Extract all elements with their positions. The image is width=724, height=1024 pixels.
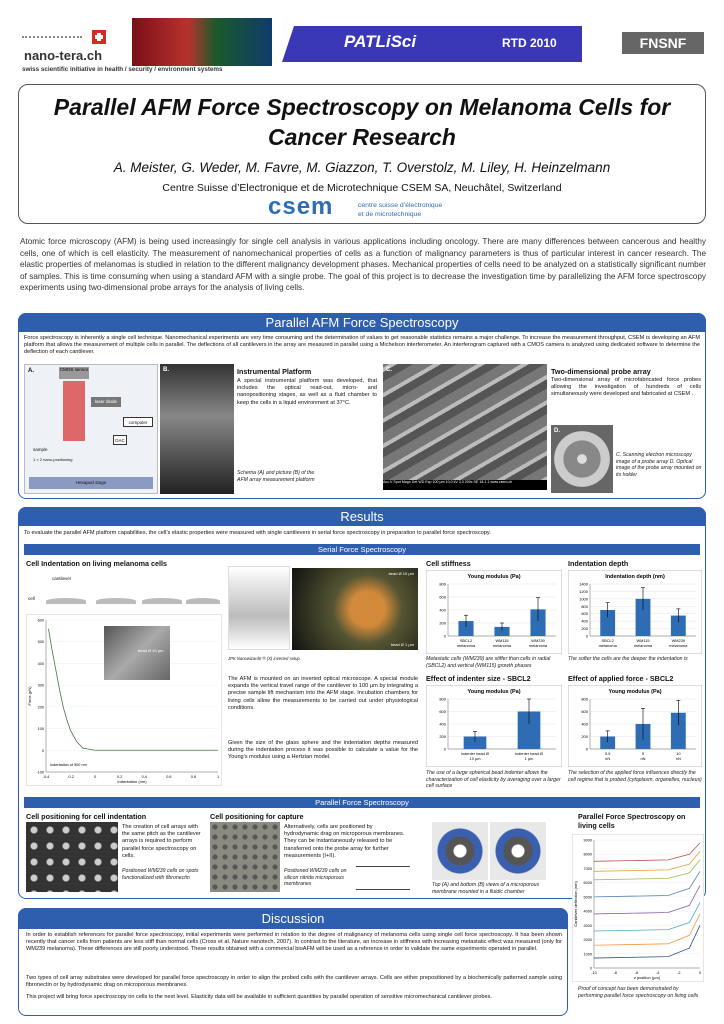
y-tick-label: 100	[37, 727, 44, 732]
hexapod-stage: Hexapod stage	[29, 477, 153, 489]
csem-sub2: et de microtechnique	[358, 211, 422, 218]
positioning-label: 1 × 2 nano-positioning	[33, 457, 73, 462]
y-tick-label: 0	[443, 633, 446, 639]
poster-title-line2: Cancer Research	[268, 124, 456, 150]
x-tick-label: melanoma	[528, 643, 548, 648]
x-tick-label: nN	[640, 756, 646, 761]
sem-image: C. Acc.V Spot Magn Det WD Exp 100 µm 10.0 kV 3.0 200x SE 18.1 1 www.csem.ch	[383, 364, 547, 490]
y-tick-label: 300	[37, 683, 44, 688]
probe-title: Two-dimensional probe array	[551, 367, 651, 376]
y-tick-label: 200	[581, 626, 588, 632]
x-tick-label: melanoma	[492, 643, 512, 648]
jpk-caption: JPK NanowizardII ® (X) inverted setup	[228, 656, 300, 661]
logo-text: nano-tera.ch	[24, 48, 103, 63]
x-tick-label: 0	[698, 971, 702, 975]
y-tick-label: 800	[581, 696, 588, 702]
size-caption: The use of a large spherical bead indenter allows the characterization of cell elasticity by averaging over a larger cell surface	[426, 770, 561, 790]
depth-chart	[568, 570, 702, 654]
x-tick-label: WM239	[671, 638, 686, 643]
x-tick-label: 0.6	[166, 775, 172, 779]
banner-year: RTD 2010	[502, 36, 557, 50]
x-tick-label: 0.4	[141, 775, 147, 779]
x-tick-label: -6	[634, 971, 639, 975]
affiliation: Centre Suisse d’Electronique et de Microtechnique CSEM SA, Neuchâtel, Switzerland	[162, 182, 562, 194]
discussion-p3: This project will bring force spectroscopy on cells to the next level. Elasticity data will be available in sufficient quantities by parallel operation of sensitive micromechanical cantilever probes.	[26, 994, 492, 1000]
x-tick-label: -8	[613, 971, 617, 975]
jpk-microscope-photo	[228, 566, 290, 650]
pos-cap-title: Cell positioning for capture	[210, 812, 304, 821]
x-tick-label: SBCL2	[601, 638, 614, 643]
cell-ind-title: Cell Indentation on living melanoma cells	[26, 559, 167, 568]
logo-molecule-icon	[22, 36, 82, 44]
y-tick-label: 600	[581, 611, 588, 617]
pfs-title: Parallel Force Spectroscopy on living cells	[578, 812, 686, 830]
x-tick-label: -2	[677, 971, 681, 975]
y-axis-label: Cantilever deflection (nm)	[573, 881, 578, 927]
results-title: Results	[18, 507, 706, 526]
y-tick-label: 6000	[583, 881, 592, 886]
pfs-caption: Proof of concept has been demonstrated by performing parallel force spectroscopy on living cells	[578, 986, 699, 999]
x-tick-label: 1 µm	[524, 756, 534, 761]
x-tick-label: melanoma	[669, 643, 688, 648]
y-tick-label: 200	[439, 620, 446, 626]
pos-cap-caption: Positioned WM239 cells on silicon nitride microporous membranes	[284, 868, 347, 888]
cell-array-image	[26, 822, 118, 892]
bead-sem-image: bead Ø 10 µm bead Ø 1 µm	[292, 568, 418, 650]
x-tick-label: 0.2	[117, 775, 123, 779]
x-tick-label: melanoma	[598, 643, 617, 648]
y-tick-label: 500	[37, 640, 44, 645]
y-tick-label: 0	[585, 746, 588, 752]
parallel-head: Parallel Force Spectroscopy	[24, 797, 700, 808]
y-tick-label: 400	[37, 661, 44, 666]
pos-ind-caption: Positioned WM239 cells on spots functionalized with fibronectin	[122, 868, 199, 881]
y-tick-label: 0	[589, 966, 592, 971]
y-tick-label: 600	[581, 709, 588, 714]
y-tick-label: 400	[581, 618, 588, 624]
stiff-caption: Metastatic cells (WM239) are stiffer than cells in radial (SBCL2) and vertical (WM115) growth phases	[426, 656, 551, 669]
x-tick-label: melanoma	[633, 643, 653, 648]
x-tick-label: 5	[641, 751, 645, 756]
y-tick-label: 0	[585, 633, 588, 639]
y-tick-label: 1000	[583, 952, 592, 957]
y-tick-label: 2000	[583, 938, 592, 943]
platform-photo: B.	[160, 364, 234, 494]
y-tick-label: 4000	[583, 909, 592, 914]
afm-text2: Given the size of the glass sphere and the indentation depths measured during the indentation process it was possible to calculate a value for the Young’s modulus using a Hertzian model.	[228, 740, 418, 761]
csem-sub1: centre suisse d’électronique	[358, 202, 443, 209]
x-axis-label: Indentation (nm)	[117, 779, 147, 784]
parallel-fs-chart	[572, 834, 704, 982]
indenter-size-chart	[426, 685, 562, 767]
intro-text: Atomic force microscopy (AFM) is being used increasingly for single cell analysis in various applications including oncology. There are many differences between cancerous and healthy cells, one of which is cell elasticity. The measurement of nanomechanical properties of cells as a function of malignancy parameters is thus of particular interest in cancer research. The elastic properties of melanomas is studied in relation to the different malignancy development phases. Mechanical properties of cells need to be analyzed on a statistically significant number of samples. This is time consuming when using a standard AFM with a single probe. The goal of this project is to decrease the investigation time by parallelizing the AFM force spectroscopy experiments using two-dimensional probe arrays for the analysis of living cells.	[20, 237, 706, 292]
section1-text: Force spectroscopy is inherently a single cell technique. Nanomechanical experiments are very time consuming and the determination of values to get reasonable statistics remains a major challenge. To increase the measurement throughput, CSEM is developing an AFM platform that allows the measurement of multiple cells in parallel. The deflections of all cantilevers in the array are measured in parallel using a Michelson interferometer. An interferogram captured with a CMOS camera is analyzed using dedicated software to determine the deflection of each cantilever.	[24, 335, 700, 356]
chart-title: Young modulus (Pa)	[467, 574, 521, 580]
cmos-sensor-box: CMOS sensor	[59, 367, 89, 379]
y-tick-label: 800	[439, 581, 446, 587]
csem-logo: csem	[268, 193, 334, 220]
size-title: Effect of indenter size - SBCL2	[426, 674, 531, 683]
y-tick-label: 0	[41, 748, 44, 753]
x-tick-label: 10 µm	[469, 756, 481, 761]
y-tick-label: 400	[581, 721, 588, 727]
afm-text: The AFM is mounted on an inverted optical microscope. A special module expands the vertical travel range of the cantilever to 100 µm by integrating a precise sample lift mechanism into the AFM stage. Incubation chambers for living cells allow the measurements to be carried out under physiological conditions.	[228, 676, 418, 711]
y-tick-label: 600	[439, 594, 446, 600]
laser-beam	[63, 381, 85, 441]
serial-head: Serial Force Spectroscopy	[24, 544, 700, 555]
x-tick-label: WM239	[531, 638, 545, 643]
y-tick-label: 800	[581, 603, 588, 609]
x-tick-label: melanoma	[456, 643, 476, 648]
y-tick-label: 200	[581, 734, 588, 739]
x-tick-label: SBCL2	[459, 638, 473, 643]
y-tick-label: 600	[439, 709, 446, 714]
x-tick-label: 0.5	[604, 751, 611, 756]
cell-micrograph: bead Ø 10 µm	[104, 626, 170, 680]
y-tick-label: 1400	[579, 581, 588, 587]
x-tick-label: 0	[94, 775, 97, 779]
banner-title: PATLiSci	[344, 32, 417, 51]
y-tick-label: 400	[439, 607, 446, 613]
x-axis-label: z position (µm)	[633, 975, 661, 980]
header-tagline: swiss scientific initiative in health / security / environment systems	[22, 66, 223, 73]
x-tick-label: nN	[605, 756, 611, 761]
x-tick-label: indenter bead Ø	[515, 751, 543, 756]
y-tick-label: 9000	[583, 838, 592, 843]
y-tick-label: 5000	[583, 895, 592, 900]
header-image-strip	[132, 18, 272, 66]
stiffness-chart	[426, 570, 562, 654]
capture-steps-diagram	[356, 866, 410, 890]
platform-schema: A. CMOS sensor laser diode computer DAC sample 1 × 2 nano-positioning Hexapod stage	[24, 364, 158, 494]
y-tick-label: 400	[439, 721, 446, 727]
y-tick-label: 0	[443, 746, 446, 752]
sample-label: sample	[33, 447, 48, 452]
pos-cap-text: Alternatively, cells are positioned by hydrodynamic drag on microporous membranes. They can be instantaneously released to be transferred onto the probe array for further measurements (I+II).	[284, 824, 405, 859]
instr-caption: Schema (A) and picture (B) of the AFM array measurement platform	[237, 470, 315, 483]
force-title: Effect of applied force - SBCL2	[568, 674, 674, 683]
membrane-caption: Top (A) and bottom (B) views of a microporous membrane mounted in a fluidic chamber	[432, 882, 540, 895]
membrane-top-photo	[432, 822, 488, 880]
membrane-cells-image	[210, 822, 280, 892]
x-tick-label: -0.4	[42, 775, 50, 779]
x-tick-label: indenter bead Ø	[461, 751, 489, 756]
x-tick-label: nN	[675, 756, 681, 761]
depth-caption: The softer the cells are the deeper the indentation is	[568, 656, 688, 662]
chart-title: Young modulus (Pa)	[608, 689, 662, 695]
depth-title: Indentation depth	[568, 559, 629, 568]
cantilever-diagram: cantilever cell	[26, 574, 222, 610]
y-tick-label: 3000	[583, 923, 592, 928]
y-tick-label: 1200	[579, 588, 588, 594]
probe-holder-photo: D.	[551, 425, 613, 493]
section1-title: Parallel AFM Force Spectroscopy	[18, 313, 706, 332]
pos-ind-text: The creation of cell arrays with the same pitch as the cantilever arrays is required to perform parallel force spectroscopy on cells.	[122, 824, 201, 859]
probe-caption: C. Scanning electron microscopy image of a probe array D. Optical image of the probe array mounted on its holder	[616, 452, 702, 478]
x-tick-label: 0.8	[190, 775, 197, 779]
dac-box: DAC	[113, 435, 127, 445]
y-tick-label: 7000	[583, 866, 592, 871]
y-tick-label: 600	[37, 618, 44, 623]
y-tick-label: 800	[439, 696, 446, 702]
fns-logo: FNSNF	[622, 32, 704, 54]
x-tick-label: WM115	[495, 638, 509, 643]
authors: A. Meister, G. Weder, M. Favre, M. Giazzon, T. Overstolz, M. Liley, H. Heinzelmann	[113, 160, 611, 175]
membrane-bottom-photo	[490, 822, 546, 880]
discussion-p1: In order to establish references for parallel force spectroscopy, initial experiments were performed in relation to the degree of malignancy of melanoma cells using single cell force spectroscopy. It has been shown recently that cancer cells from patients are less stiff than normal cells (Cross et al. Nature nanotech, 2007). In contrast to the literature, an increase in stiffness with increasing metastatic effect was measured (only for WM239 melanoma). These differences are still poorly understood. These results obtained with a commercial bioAFM will be used as a reference in order to validate the same experiments operated in parallel.	[26, 932, 562, 953]
results-intro: To evaluate the parallel AFM platform capabilities, the cell’s elastic properties were measured with single cantilevers in serial force spectroscopy in preparation to parallel force spectroscopy.	[24, 530, 491, 536]
laser-diode-box: laser diode	[91, 397, 121, 407]
instr-title: Instrumental Platform	[237, 367, 312, 376]
y-tick-label: 200	[439, 734, 446, 739]
discussion-p2: Two types of cell array substrates were developed for parallel force spectroscopy in order to align the probed cells with the cantilever arrays. Cells are either prepositioned by a biochemically patterned sample using fibronectin or by hydrodynamic drag on microporous membranes.	[26, 975, 562, 989]
sem-databar: Acc.V Spot Magn Det WD Exp 100 µm 10.0 kV 3.0 200x SE 18.1 1 www.csem.ch	[383, 480, 547, 490]
indentation-note: Indentation of 500 nm	[50, 763, 87, 767]
stiff-title: Cell stiffness	[426, 559, 471, 568]
x-tick-label: -10	[591, 971, 597, 975]
x-tick-label: -4	[655, 971, 660, 975]
probe-text: Two-dimensional array of microfabricated force probes allowing the investigation of hundreds of cells simultaneously were developed and fabricated at CSEM .	[551, 377, 701, 398]
x-tick-label: -0.2	[67, 775, 74, 779]
y-tick-label: -100	[36, 770, 44, 775]
discussion-title: Discussion	[18, 908, 568, 929]
applied-force-chart	[568, 685, 702, 767]
chart-title: Indentation depth (nm)	[605, 574, 665, 580]
y-tick-label: 8000	[583, 852, 592, 857]
x-tick-label: WM115	[636, 638, 650, 643]
y-axis-label: Force (pN)	[27, 686, 32, 706]
force-caption: The selection of the applied force influences directly the cell regime that is probed (cytoplasm, organelles, nucleus)	[568, 770, 702, 783]
y-tick-label: 200	[37, 705, 44, 710]
instr-text: A special instrumental platform was developed, that includes the optical read-out, micro- and nanopositioning stages, as well as a fluid chamber to keep the cells in a liquid environment at 37°C.	[237, 378, 377, 406]
pos-ind-title: Cell positioning for cell indentation	[26, 812, 147, 821]
poster-title-line1: Parallel AFM Force Spectroscopy on Melanoma Cells for	[53, 94, 671, 120]
x-tick-label: 1	[216, 775, 220, 779]
nano-tera-logo	[20, 22, 130, 68]
x-tick-label: 10	[676, 751, 681, 756]
chart-title: Young modulus (Pa)	[467, 689, 521, 695]
y-tick-label: 1000	[579, 596, 588, 602]
computer-box: computer	[123, 417, 153, 427]
